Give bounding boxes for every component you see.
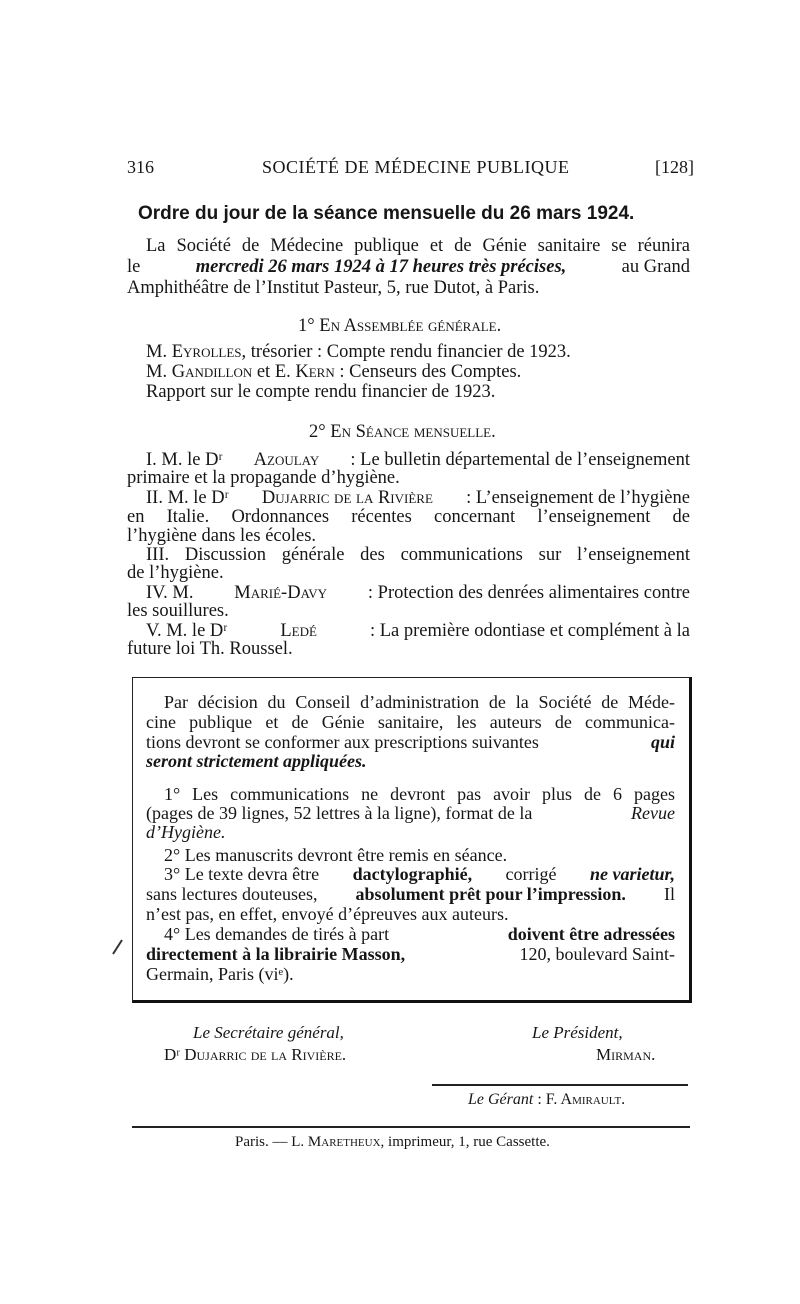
item-text: : Le bulletin départemental de l’enseignement <box>350 450 690 470</box>
box-text-emphasis: dactylographié, <box>352 864 473 884</box>
person-name: Dujarric de la Rivière <box>261 488 433 508</box>
item-text: et E. <box>256 362 291 382</box>
president-title: Le Président, <box>532 1023 623 1042</box>
gerant-label: Le Gérant <box>468 1091 534 1108</box>
intro-text: le <box>127 257 141 277</box>
person-name: Gandillon <box>171 362 253 382</box>
gerant-rule <box>432 1084 688 1086</box>
bracket-page-number: [128] <box>655 157 694 177</box>
agenda-item-iv-line-2: les souillures. <box>127 601 229 621</box>
person-name: Marié-Davy <box>234 583 328 603</box>
person-name: Eyrolles <box>171 342 242 362</box>
meeting-date: mercredi 26 mars 1924 à 17 heures très précises, <box>195 257 567 277</box>
imprint-rule <box>132 1126 690 1128</box>
rule-1-line-1: 1° Les communications ne devront pas avoir plus de 6 pages <box>164 784 675 804</box>
rule-2: 2° Les manuscrits devront être remis en séance. <box>164 845 508 865</box>
box-text-emphasis: directement à la librairie Masson, <box>146 944 406 964</box>
section-2-heading: 2° En Séance mensuelle. <box>309 422 496 442</box>
printer-imprint <box>235 1134 550 1151</box>
person-name: Ledé <box>280 621 317 641</box>
imprint-text: , imprimeur, 1, rue Cassette. <box>380 1134 550 1150</box>
box-paragraph-line-1: Par décision du Conseil d’administration de la Société de Méde- <box>164 692 675 712</box>
agenda-item-ii-line-2: en Italie. Ordonnances récentes concernant l’enseignement de <box>127 507 690 527</box>
agenda-item-iii-line-2: de l’hygiène. <box>127 563 224 583</box>
person-name: Azoulay <box>253 450 320 470</box>
item-text: M. <box>146 342 168 362</box>
box-text-emphasis: ne varietur, <box>589 864 675 884</box>
item-text: , trésorier : Compte rendu financier de 1923. <box>241 342 571 362</box>
box-text: 3° Le texte devra être <box>164 864 320 884</box>
item-text: : Censeurs des Comptes. <box>339 362 522 382</box>
item-text: : Protection des denrées alimentaires contre <box>367 583 690 603</box>
box-text: tions devront se conformer aux prescriptions suivantes <box>146 732 539 752</box>
document-title: Ordre du jour de la séance mensuelle du 26 mars 1924. <box>138 203 635 224</box>
agenda-item-i-line-2: primaire et la propagande d’hygiène. <box>127 468 400 488</box>
item-text: II. M. le Dʳ <box>146 488 229 508</box>
box-text-emphasis: absolument prêt pour l’impression. <box>355 884 626 904</box>
box-text: sans lectures douteuses, <box>146 884 318 904</box>
margin-mark-icon <box>110 938 124 956</box>
item-text: : La première odontiase et complément à la <box>369 621 690 641</box>
rule-1-line-3: d’Hygiène. <box>146 822 226 842</box>
gerant-name: : F. Amirault. <box>537 1091 626 1108</box>
gerant-line <box>468 1091 625 1109</box>
box-text: Il <box>664 884 675 904</box>
agenda-item-censors <box>146 363 521 383</box>
agenda-item-treasurer <box>146 343 571 363</box>
imprint-text: Paris. — L. <box>235 1134 305 1150</box>
page-number: 316 <box>127 157 154 177</box>
intro-line-2 <box>127 258 690 278</box>
intro-line-1: La Société de Médecine publique et de Génie sanitaire se réunira <box>146 236 690 256</box>
running-title: SOCIÉTÉ DE MÉDECINE PUBLIQUE <box>262 157 570 177</box>
rule-4-line-3: Germain, Paris (viᵉ). <box>146 964 294 984</box>
box-text: (pages de 39 lignes, 52 lettres à la ligne), format de la <box>146 803 533 823</box>
agenda-item-ii-line-1 <box>146 489 690 509</box>
item-text: M. <box>146 362 168 382</box>
rule-4-line-2 <box>146 945 675 965</box>
intro-text: au Grand <box>621 257 690 277</box>
section-1-heading: 1° En Assemblée générale. <box>298 316 502 336</box>
secretary-name <box>164 1045 346 1065</box>
printer-name: Maretheux <box>307 1134 381 1150</box>
box-text-emphasis: qui <box>650 732 675 752</box>
agenda-item-iii-line-1: III. Discussion générale des communications sur l’enseignement <box>146 545 690 565</box>
rule-4-line-1 <box>164 925 675 945</box>
item-text: I. M. le Dʳ <box>146 450 223 470</box>
agenda-item-report: Rapport sur le compte rendu financier de 1923. <box>146 382 496 402</box>
box-text: 4° Les demandes de tirés à part <box>164 924 390 944</box>
rule-3-line-3: n’est pas, en effet, envoyé d’épreuves aux auteurs. <box>146 904 509 924</box>
person-name: Kern <box>295 362 335 382</box>
box-paragraph-line-3 <box>146 733 675 753</box>
item-text: : L’enseignement de l’hygiène <box>466 488 690 508</box>
item-text: IV. M. <box>146 583 194 603</box>
secretary-name-text: Dujarric de la Rivière. <box>184 1045 347 1064</box>
secretary-prefix: Dʳ <box>164 1045 180 1064</box>
intro-line-3: Amphithéâtre de l’Institut Pasteur, 5, rue Dutot, à Paris. <box>127 278 540 298</box>
box-text-emphasis: doivent être adressées <box>507 924 675 944</box>
box-text: 120, boulevard Saint- <box>519 944 675 964</box>
item-text: V. M. le Dʳ <box>146 621 228 641</box>
box-paragraph-line-2: cine publique et de Génie sanitaire, les auteurs de communica- <box>146 712 675 732</box>
agenda-item-ii-line-3: l’hygiène dans les écoles. <box>127 526 317 546</box>
box-text: corrigé <box>505 864 557 884</box>
journal-name: Revue <box>631 803 675 823</box>
president-name: Mirman. <box>596 1045 656 1064</box>
agenda-item-v-line-2: future loi Th. Roussel. <box>127 639 293 659</box>
rule-1-line-2 <box>146 804 675 824</box>
secretary-title: Le Secrétaire général, <box>193 1023 344 1042</box>
rule-3-line-2 <box>146 885 675 905</box>
box-paragraph-line-4: seront strictement appliquées. <box>146 751 367 771</box>
rule-3-line-1 <box>164 865 675 885</box>
